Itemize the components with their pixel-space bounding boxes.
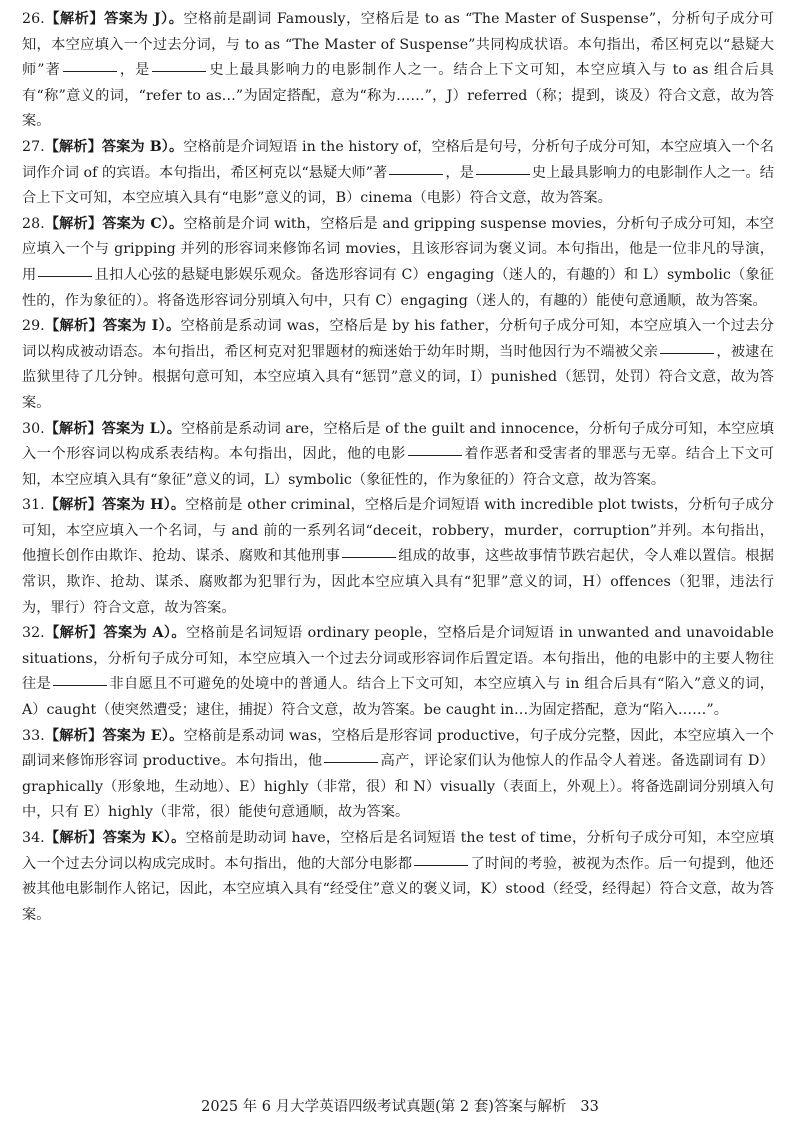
- answer-blank: [414, 864, 468, 866]
- explanation-text: 空格前是助动词 have，空格后是名词短语 the test of time，分析句子成分可知，本空应填入一个过去分词以构成完成时。本句指出，他的大部分电影都: [22, 830, 774, 872]
- question-number: 33.: [22, 727, 45, 744]
- answer-blank: [342, 556, 396, 558]
- answer-blank: [53, 684, 107, 686]
- explanation-text: 了时间的考验，被视为杰作。后一句提到，他还被其他电影制作人铭记，因此，本空应填入具有“经受住”意义的褒义词，K）stood（经受，经得起）符合文意，故为答案。: [22, 855, 774, 923]
- question-number: 32.: [22, 625, 45, 642]
- explanation-text: 且扣人心弦的悬疑电影娱乐观众。备选形容词有 C）engaging（迷人的，有趣的）和 L）symbolic（象征性的，作为象征的）。将备选形容词分别填入句中，只有 C）engaging（迷人的，有趣的）能使句意通顺，故为答案。: [22, 266, 775, 309]
- analysis-tag: 【解析】: [44, 830, 103, 846]
- answer-label: 答案为 I）。: [102, 318, 181, 335]
- answer-blank: [660, 352, 714, 354]
- answer-blank: [152, 70, 206, 72]
- analysis-tag: 【解析】: [44, 138, 102, 155]
- explanation-text: 空格前是名词短语 ordinary people，空格后是介词短语 in unwanted and unavoidable situations，分析句子成分可知，本空应填入一个过去分词或形容词作后置定语。本句指出，他的电影中的主要人物往往是: [22, 625, 774, 693]
- answer-blank: [63, 70, 117, 72]
- answer-label: 答案为 B）。: [101, 138, 184, 155]
- question-number: 29.: [22, 318, 45, 335]
- explanation-text: 组成的故事，这些故事情节跌宕起伏，令人难以置信。根据常识，欺诈、抢劫、谋杀、腐败都为犯罪行为，因此本空应填入具有“犯罪”意义的词，H）offences（犯罪，违法行为，罪行）符合文意，故为答案。: [22, 548, 774, 616]
- answer-blank: [389, 173, 443, 175]
- explanation-text: 空格前是副词 Famously，空格后是 to as “The Master of Suspense”，分析句子成分可知，本空应填入一个过去分词，与 to as “The Master of Suspense”共同构成状语。本句指出，希区柯克以“悬疑大师”著: [22, 11, 774, 79]
- answer-blank: [408, 454, 462, 456]
- question-number: 27.: [22, 138, 45, 155]
- answer-label: 答案为 L）。: [101, 420, 182, 437]
- question-number: 26.: [22, 11, 45, 27]
- analysis-tag: 【解析】: [44, 318, 103, 335]
- answer-blank: [324, 761, 378, 763]
- explanation-text: 史上最具影响力的电影制作人之一。结合上下文可知，本空应填入具有“电影”意义的词，B）cinema（电影）符合文意，故为答案。: [22, 164, 774, 207]
- explanation-item: [22, 314, 774, 416]
- page-number: 33: [580, 1099, 599, 1115]
- analysis-tag: 【解析】: [44, 11, 105, 27]
- explanation-item: [22, 724, 774, 826]
- analysis-tag: 【解析】: [44, 497, 103, 514]
- footer-title: 2025 年 6 月大学英语四级考试真题(第 2 套)答案与解析: [201, 1099, 567, 1115]
- answer-label: 答案为 H）。: [102, 497, 186, 514]
- explanation-text: ，是: [118, 62, 151, 79]
- question-number: 34.: [22, 830, 45, 846]
- explanation-text: 空格前是介词 with，空格后是 and gripping suspense movies，分析句子成分可知，本空应填入一个与 gripping 并列的形容词来修饰名词 movies，且该形容词为褒义词。本句指出，他是一位非凡的导演，用: [22, 215, 775, 283]
- analysis-tag: 【解析】: [44, 625, 104, 642]
- explanation-item: [22, 135, 774, 212]
- answer-label: 答案为 C）。: [102, 215, 184, 232]
- page-footer: [0, 1097, 800, 1117]
- explanation-item: [22, 826, 774, 928]
- explanation-item: [22, 7, 774, 135]
- explanation-text: 史上最具影响力的电影制作人之一。结合上下文可知，本空应填入与 to as 组合后具有“称”意义的词，“refer to as…”为固定搭配，意为“称为……”，J）referred（称；提到，谈及）符合文意，故为答案。: [22, 62, 774, 130]
- explanation-text: 空格前是系动词 are，空格后是 of the guilt and innocence，分析句子成分可知，本空应填入一个形容词以构成系表结构。本句指出，因此，他的电影: [22, 420, 774, 463]
- explanation-text: 空格前是介词短语 in the history of，空格后是句号，分析句子成分可知，本空应填入一个名词作介词 of 的宾语。本句指出，希区柯克以“悬疑大师”著: [22, 138, 775, 181]
- explanation-text: 空格前是系动词 was，空格后是形容词 productive，句子成分完整，因此，本空应填入一个副词来修饰形容词 productive。本句指出，他: [22, 727, 774, 770]
- explanation-text: 着作恶者和受害者的罪恶与无辜。结合上下文可知，本空应填入具有“象征”意义的词，L）symbolic（象征性的，作为象征的）符合文意，故为答案。: [22, 446, 774, 488]
- explanation-text: ，是: [445, 164, 474, 181]
- explanation-item: [22, 621, 774, 723]
- explanation-text: 空格前是 other criminal，空格后是介词短语 with incredible plot twists，分析句子成分可知，本空应填入一个名词，与 and 前的一系列名词“deceit，robbery，murder，corruption”并列。本句指出，他擅长创作由欺诈、抢劫、谋杀、腐败和其他刑事: [22, 497, 774, 565]
- answer-label: 答案为 K）。: [102, 830, 186, 846]
- answer-label: 答案为 E）。: [102, 727, 184, 744]
- answer-blank: [38, 275, 92, 277]
- explanation-text: 非自愿且不可避免的处境中的普通人。结合上下文可知，本空应填入与 in 组合后具有“陷入”意义的词，A）caught（使突然遭受；逮住，捕捉）符合文意，故为答案。be caught in…为固定搭配，意为“陷入……”。: [22, 676, 774, 719]
- question-number: 30.: [22, 420, 45, 437]
- analysis-tag: 【解析】: [44, 420, 102, 437]
- answer-blank: [476, 173, 530, 175]
- answer-label: 答案为 A）。: [103, 625, 187, 642]
- question-number: 31.: [22, 497, 45, 514]
- explanation-text: 空格前是系动词 was，空格后是 by his father，分析句子成分可知，本空应填入一个过去分词以构成被动语态。本句指出，希区柯克对犯罪题材的痴迷始于幼年时期，当时他因行为不端被父亲: [22, 318, 774, 360]
- explanation-list: [22, 7, 774, 928]
- explanation-item: [22, 417, 774, 494]
- analysis-tag: 【解析】: [44, 215, 103, 232]
- question-number: 28.: [22, 215, 45, 232]
- answer-label: 答案为 J）。: [104, 11, 184, 27]
- explanation-item: [22, 212, 774, 314]
- explanation-text: ，被逮在监狱里待了几分钟。根据句意可知，本空应填入具有“惩罚”意义的词，I）punished（惩罚，处罚）符合文意，故为答案。: [22, 343, 775, 411]
- explanation-item: [22, 493, 774, 621]
- analysis-tag: 【解析】: [44, 727, 103, 744]
- explanation-text: 高产，评论家们认为他惊人的作品令人着迷。备选副词有 D）graphically（形象地，生动地）、E）highly（非常，很）和 N）visually（表面上，外观上）。将备选副词分别填入句中，只有 E）highly（非常，很）能使句意通顺，故为答案。: [22, 753, 774, 821]
